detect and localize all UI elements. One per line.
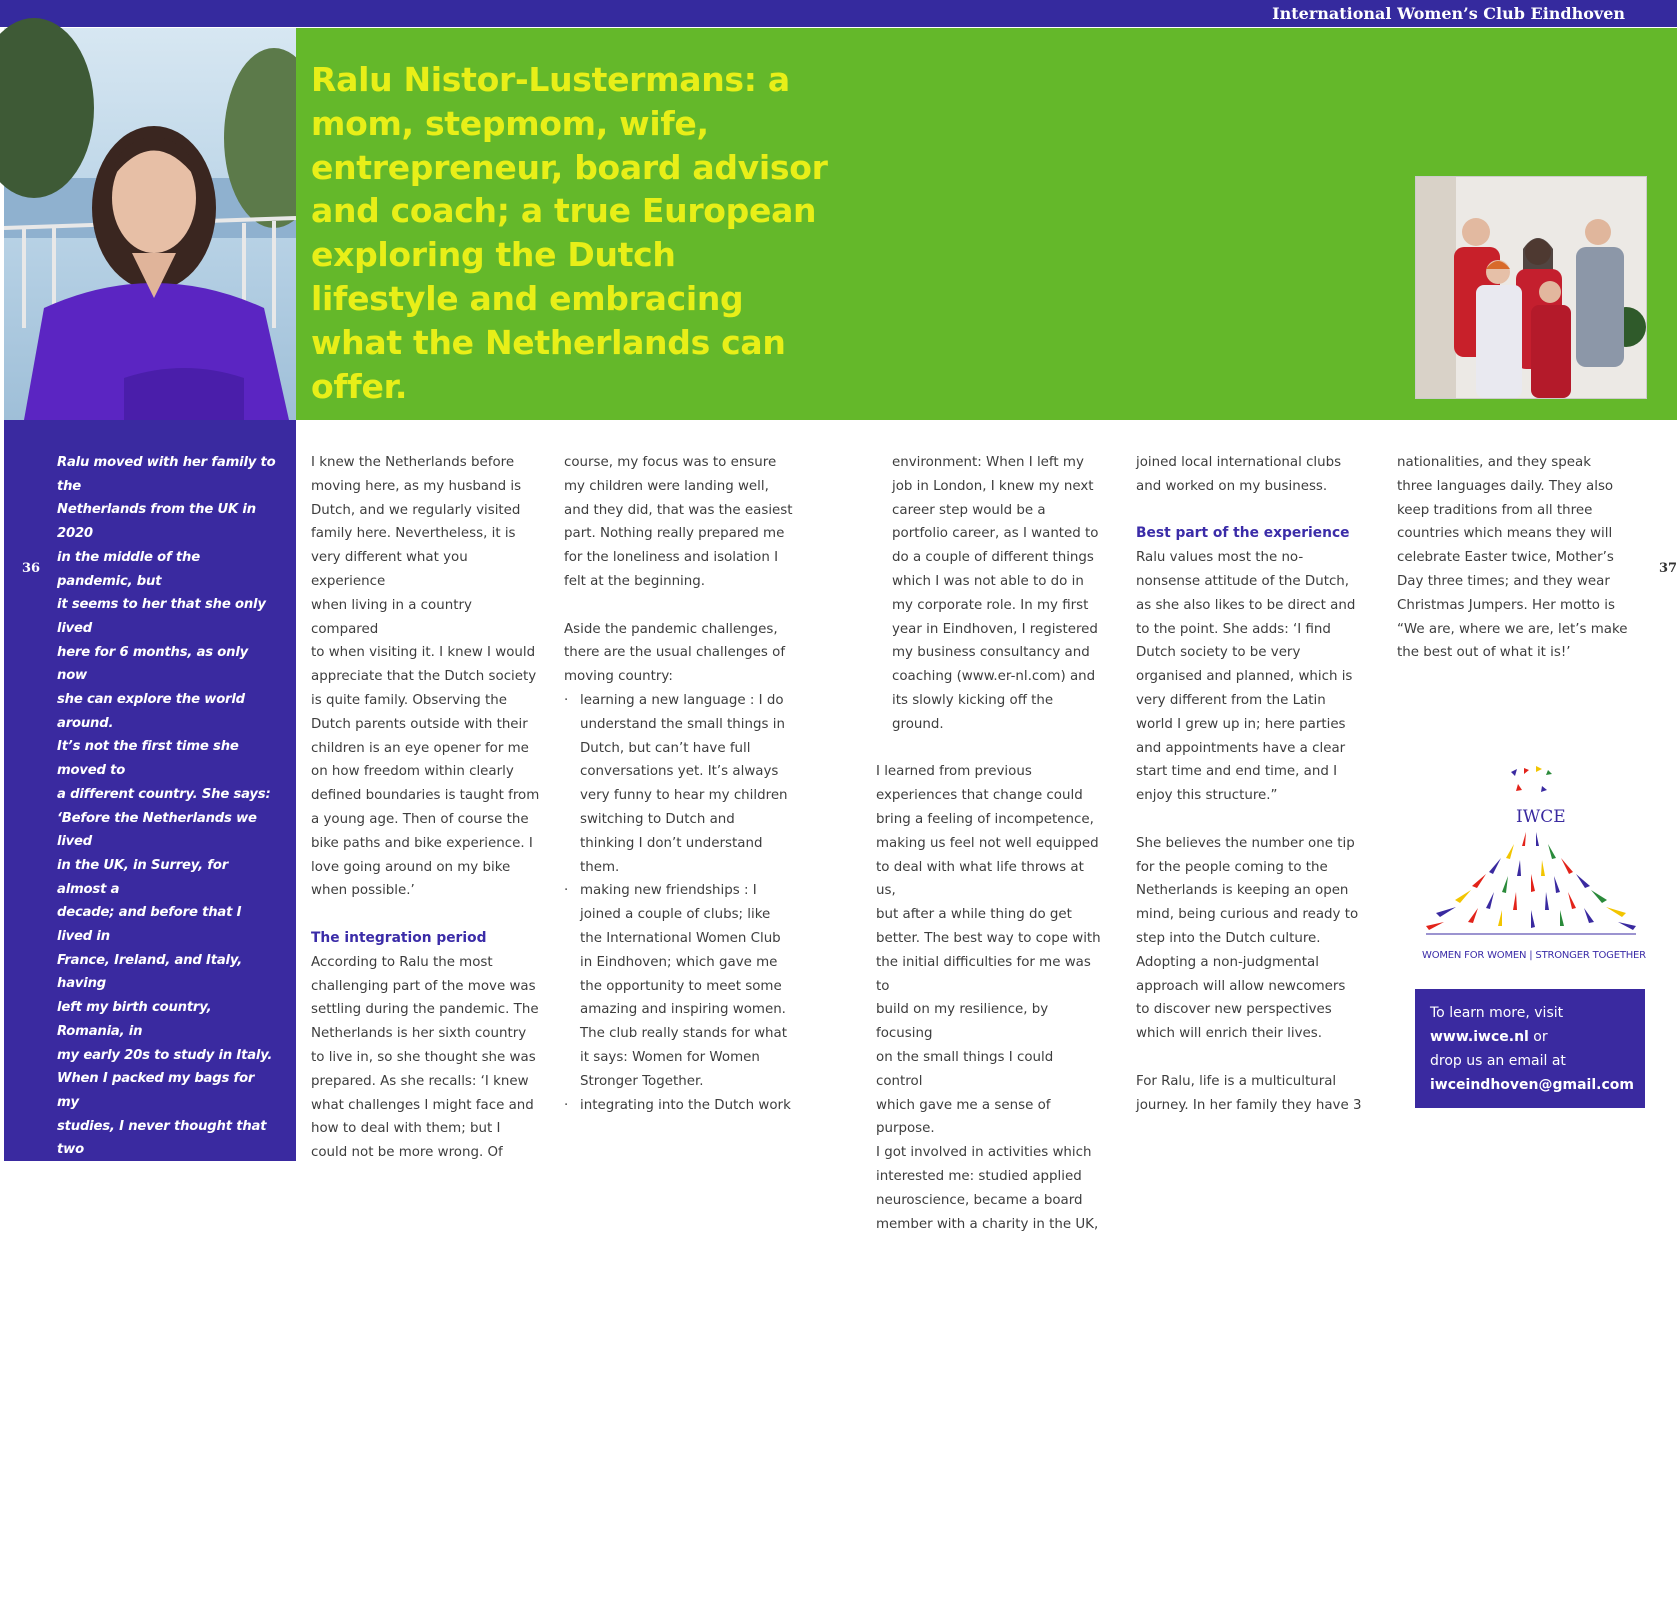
list-item: · making new friendships : I joined a couple of clubs; like the International Women Club in Eindhoven; which gave me the opportunity to meet some amazing and inspiring women. The club really stands for what it says: Women for Women Stronger Together. (580, 879, 804, 1093)
page-number-right: 37 (1659, 561, 1677, 576)
right-column-2 (1136, 451, 1371, 1141)
logo-tagline: WOMEN FOR WOMEN | STRONGER TOGETHER (1422, 950, 1646, 961)
paragraph: environment: When I left my job in London, I knew my next career step would be a portfolio career, as I wanted to do a couple of different things which I was not able to do in my corporate role. In my first year in Eindhoven, I registered my business consultancy and coaching (www.er-nl.com) and its slowly kicking off the ground. (892, 455, 1099, 732)
section-heading: Best part of the experience (1136, 525, 1350, 542)
paragraph: Aside the pandemic challenges, there are the usual challenges of moving country: (564, 621, 786, 685)
family-photo (1415, 176, 1647, 399)
contact-url-line (1430, 1025, 1630, 1049)
article-headline: Ralu Nistor-Lustermans: a mom, stepmom, wife, entrepreneur, board advisor and coach; a true European exploring the Dutch lifestyle and embracing what the Netherlands can offer. (311, 60, 828, 406)
list-item: · integrating into the Dutch work (580, 1094, 804, 1118)
section-heading: The integration period (311, 929, 487, 946)
logo-text: IWCE (1516, 807, 1566, 827)
paragraph: joined local international clubs and worked on my business. (1136, 455, 1342, 494)
left-column-1 (311, 451, 541, 1189)
contact-line: To learn more, visit (1430, 1005, 1564, 1021)
list-item: · learning a new language : I do understand the small things in Dutch, but can’t have full conversations yet. It’s always very funny to hear my children switching to Dutch and thinking I don’t understand them. (580, 689, 804, 879)
right-column-1 (876, 451, 1101, 1260)
left-page (0, 0, 839, 1608)
page-number-left: 36 (22, 561, 41, 576)
left-column-2 (564, 451, 804, 1117)
contact-or: or (1528, 1029, 1548, 1045)
paragraph: I knew the Netherlands before moving here, as my husband is Dutch, and we regularly visited family here. Nevertheless, it is very different what you experience when living in a country compared to when visiting it. I knew I would appreciate that the Dutch society is quite family. Observing the Dutch parents outside with their children is an eye opener for me on how freedom within clearly defined boundaries is taught from a young age. Then of course the bike paths and bike experience. I love going around on my bike when possible.’ (311, 455, 540, 899)
top-bar (0, 0, 838, 27)
paragraph: For Ralu, life is a multicultural journey. In her family they have 3 (1136, 1073, 1362, 1113)
paragraph: nationalities, and they speak three languages daily. They also keep traditions from all three countries which means they will celebrate Easter twice, Mother’s Day three times; and they wear Christmas Jumpers. Her motto is “We are, where we are, let’s make the best out of what it is!’ (1397, 455, 1628, 661)
right-page (838, 0, 1677, 1232)
contact-line: drop us an email at (1430, 1053, 1566, 1069)
club-name: International Women’s Club Eindhoven (1272, 4, 1625, 23)
portrait-photo (4, 28, 296, 420)
contact-box (1415, 989, 1645, 1108)
paragraph: According to Ralu the most challenging part of the move was settling during the pandemic. The Netherlands is her sixth country to live in, so she thought she was prepared. As she recalls: ‘I knew what challenges I might face and how to deal with them; but I could not be more wrong. Of (311, 954, 539, 1161)
paragraph: Ralu values most the no- nonsense attitude of the Dutch, as she also likes to be direct and to the point. She adds: ‘I find Dutch society to be very organised and planned, which is very different from the Latin world I grew up in; here parties and appointments have a clear start time and end time, and I enjoy this structure.” (1136, 550, 1356, 804)
website-link[interactable]: www.iwce.nl (1430, 1029, 1529, 1045)
iwce-logo (1416, 762, 1646, 952)
intro-text: Ralu moved with her family to the Netherlands from the UK in 2020 in the middle of the pandemic, but it seems to her that she only lived here for 6 months, as only now she can explore the world around. It’s not the first time she moved to a different country. She says: ‘Before the Netherlands we lived in the UK, in Surrey, for almost a decade; and before that I lived in France, Ireland, and Italy, having left my birth country, Romania, in my early 20s to study in Italy. When I packed my bags for my studies, I never thought that two decades later I would have lived in 5 countries and worked for several international companies; but life is full of surprises when you are open to embrace them. When I look back to my years of international work and life experience, I feel very privileged. It was not always easy, but I believe there is no great achievement without overcoming great challenges. (57, 455, 276, 1608)
challenges-list (564, 689, 804, 1117)
paragraph: I learned from previous experiences that change could bring a feeling of incompetence, making us feel not well equipped to deal with what life throws at us, but after a while thing do get better. The best way to cope with the initial difficulties for me was to build on my resilience, by focusing on the small things I could control which gave me a sense of purpose. I got involved in activities which interested me: studied applied neuroscience, became a board member with a charity in the UK, (876, 764, 1101, 1232)
email-link[interactable]: iwceindhoven@gmail.com (1430, 1077, 1634, 1093)
right-column-3 (1397, 451, 1637, 689)
paragraph: She believes the number one tip for the people coming to the Netherlands is keeping an open mind, being curious and ready to step into the Dutch culture. Adopting a non-judgmental approach will allow newcomers to discover new perspectives which will enrich their lives. (1136, 835, 1359, 1042)
paragraph: course, my focus was to ensure my children were landing well, and they did, that was the easiest part. Nothing really prepared me for the loneliness and isolation I felt at the beginning. (564, 455, 793, 589)
